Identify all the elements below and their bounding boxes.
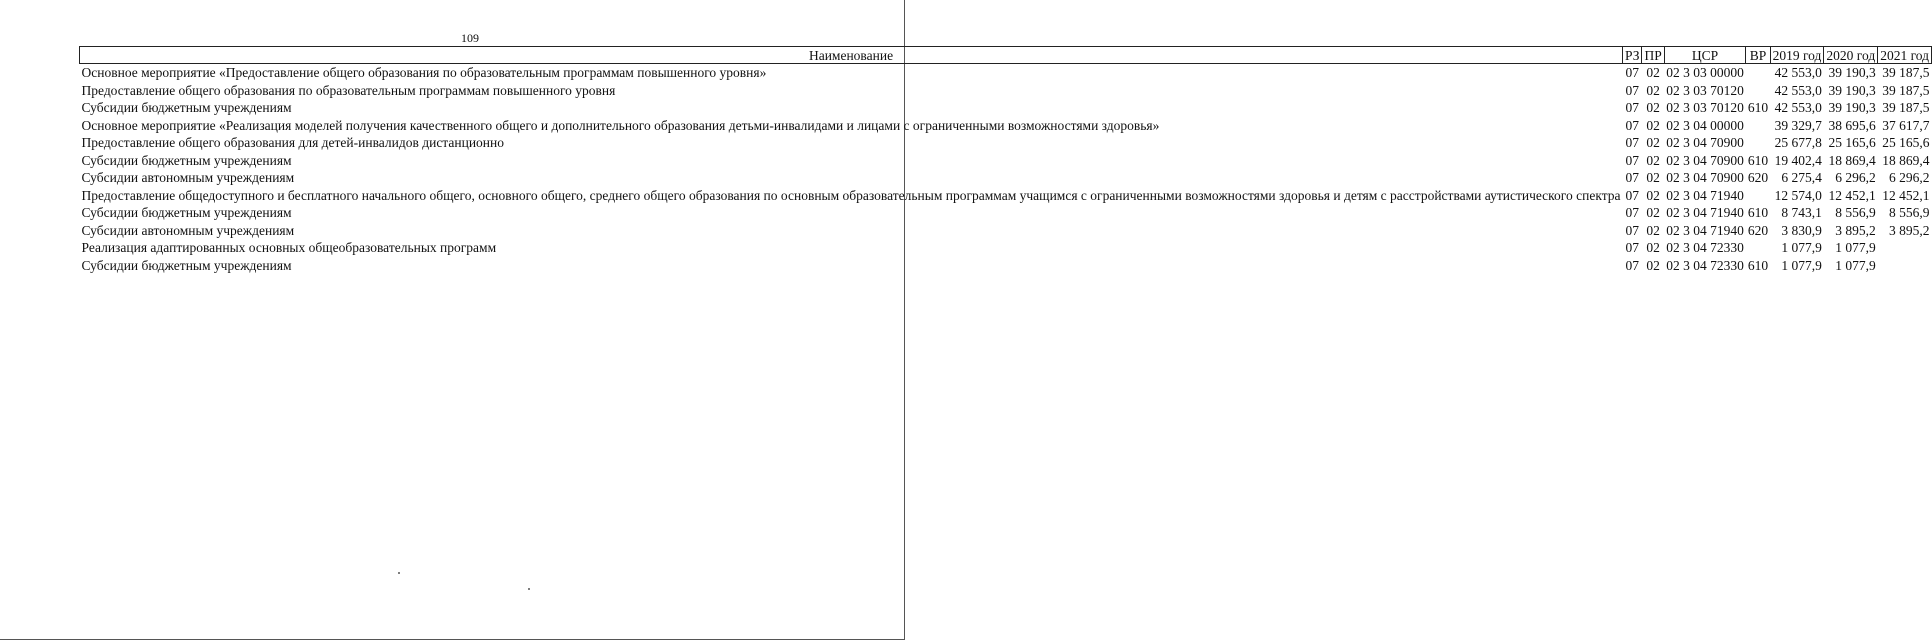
cell-rz: 07 — [1625, 65, 1639, 80]
cell-y2019: 25 677,8 — [1774, 135, 1822, 150]
cell-csr: 02 3 03 70120 — [1666, 100, 1744, 115]
cell-y2021: 37 617,7 — [1882, 117, 1930, 133]
cell-pr: 02 — [1646, 222, 1660, 238]
cell-pr: 02 — [1646, 240, 1660, 255]
table-row — [80, 222, 1932, 240]
scan-speck — [398, 572, 400, 574]
page-number: 109 — [461, 31, 479, 45]
cell-csr: 02 3 04 70900 — [1666, 170, 1744, 185]
table-row — [80, 117, 1932, 135]
cell-csr: 02 3 04 72330 — [1666, 257, 1744, 273]
cell-vr: 610 — [1747, 257, 1769, 273]
cell-vr — [1746, 82, 1770, 100]
budget-table — [79, 46, 1932, 274]
cell-y2019: 42 553,0 — [1774, 65, 1822, 80]
cell-pr: 02 — [1646, 100, 1660, 115]
cell-csr: 02 3 04 71940 — [1666, 205, 1744, 220]
header-csr: ЦСР — [1664, 47, 1746, 64]
header-2021: 2021 год — [1878, 47, 1932, 64]
cell-csr: 02 3 03 70120 — [1666, 82, 1744, 98]
cell-y2021: 18 869,4 — [1882, 152, 1930, 168]
cell-vr — [1746, 117, 1770, 135]
cell-rz: 07 — [1625, 152, 1639, 168]
cell-csr: 02 3 04 00000 — [1666, 117, 1744, 133]
table-row — [80, 134, 1932, 152]
cell-y2021 — [1878, 239, 1932, 257]
cell-vr: 610 — [1747, 152, 1769, 168]
cell-y2021: 39 187,5 — [1882, 100, 1930, 115]
cell-pr: 02 — [1646, 152, 1660, 168]
cell-y2021: 12 452,1 — [1882, 187, 1930, 203]
cell-pr: 02 — [1646, 187, 1660, 203]
table-row — [80, 99, 1932, 117]
cell-vr — [1746, 187, 1770, 205]
cell-y2021 — [1878, 257, 1932, 275]
cell-name: Субсидии бюджетным учреждениям — [81, 205, 292, 220]
cell-vr — [1746, 239, 1770, 257]
cell-y2020: 39 190,3 — [1828, 65, 1876, 80]
cell-pr: 02 — [1646, 117, 1660, 133]
cell-name: Субсидии бюджетным учреждениям — [81, 152, 292, 168]
cell-csr: 02 3 04 70900 — [1666, 135, 1744, 150]
cell-y2019: 8 743,1 — [1781, 205, 1822, 220]
cell-y2020: 39 190,3 — [1828, 82, 1876, 98]
header-vr: ВР — [1746, 47, 1770, 64]
cell-csr: 02 3 04 71940 — [1666, 222, 1744, 238]
cell-y2019: 12 574,0 — [1774, 187, 1822, 203]
header-pr: ПР — [1642, 47, 1664, 64]
cell-y2019: 19 402,4 — [1774, 152, 1822, 168]
cell-y2020: 25 165,6 — [1828, 135, 1876, 150]
cell-y2021: 6 296,2 — [1889, 170, 1930, 185]
table-row — [80, 169, 1932, 187]
cell-rz: 07 — [1625, 82, 1639, 98]
cell-y2021: 25 165,6 — [1882, 135, 1930, 150]
cell-csr: 02 3 04 72330 — [1666, 240, 1744, 255]
cell-pr: 02 — [1646, 170, 1660, 185]
cell-rz: 07 — [1625, 240, 1639, 255]
cell-y2021: 39 187,5 — [1882, 65, 1930, 80]
header-name: Наименование — [80, 47, 1623, 64]
scan-speck — [528, 588, 530, 590]
cell-y2019: 42 553,0 — [1774, 100, 1822, 115]
cell-pr: 02 — [1646, 135, 1660, 150]
cell-rz: 07 — [1625, 187, 1639, 203]
table-body — [80, 64, 1932, 275]
cell-y2020: 1 077,9 — [1835, 240, 1876, 255]
cell-y2020: 1 077,9 — [1835, 257, 1876, 273]
cell-vr — [1746, 64, 1770, 82]
cell-vr: 620 — [1747, 222, 1769, 238]
cell-rz: 07 — [1625, 170, 1639, 185]
cell-rz: 07 — [1625, 222, 1639, 238]
cell-y2019: 1 077,9 — [1781, 240, 1822, 255]
table-row — [80, 64, 1932, 82]
cell-name: Реализация адаптированных основных общеобразовательных программ — [81, 240, 497, 255]
cell-vr: 620 — [1747, 170, 1769, 185]
table-row — [80, 152, 1932, 170]
cell-csr: 02 3 03 00000 — [1666, 65, 1744, 80]
cell-pr: 02 — [1646, 205, 1660, 220]
cell-y2021: 39 187,5 — [1882, 82, 1930, 98]
cell-name: Субсидии бюджетным учреждениям — [81, 100, 292, 115]
cell-name: Предоставление общедоступного и бесплатного начального общего, основного общего, среднего общего образования по основным образовательным программам учащимся с ограниченными возможностями здоровья и детям с расстройствами аутистического спектра — [81, 187, 1621, 203]
cell-y2019: 39 329,7 — [1774, 117, 1822, 133]
header-rz: РЗ — [1623, 47, 1642, 64]
cell-vr: 610 — [1747, 205, 1769, 220]
cell-y2020: 8 556,9 — [1835, 205, 1876, 220]
cell-name: Субсидии автономным учреждениям — [81, 222, 295, 238]
cell-y2019: 3 830,9 — [1781, 222, 1822, 238]
table-row — [80, 204, 1932, 222]
cell-rz: 07 — [1625, 135, 1639, 150]
cell-name: Основное мероприятие «Реализация моделей получения качественного общего и дополнительного образования детьми-инвалидами и лицами с ограниченными возможностями здоровья» — [81, 117, 1160, 133]
cell-y2019: 42 553,0 — [1774, 82, 1822, 98]
cell-y2020: 18 869,4 — [1828, 152, 1876, 168]
cell-csr: 02 3 04 71940 — [1666, 187, 1744, 203]
cell-csr: 02 3 04 70900 — [1666, 152, 1744, 168]
table-header-row — [80, 47, 1932, 64]
cell-y2020: 3 895,2 — [1835, 222, 1876, 238]
cell-vr — [1746, 134, 1770, 152]
table-row — [80, 239, 1932, 257]
cell-rz: 07 — [1625, 117, 1639, 133]
cell-name: Основное мероприятие «Предоставление общего образования по образовательным программам повышенного уровня» — [81, 65, 767, 80]
cell-vr: 610 — [1747, 100, 1769, 115]
cell-y2020: 39 190,3 — [1828, 100, 1876, 115]
cell-y2020: 12 452,1 — [1828, 187, 1876, 203]
cell-name: Предоставление общего образования для детей-инвалидов дистанционно — [81, 135, 504, 150]
table-row — [80, 82, 1932, 100]
cell-y2020: 38 695,6 — [1828, 117, 1876, 133]
table-row — [80, 257, 1932, 275]
cell-y2020: 6 296,2 — [1835, 170, 1876, 185]
cell-pr: 02 — [1646, 82, 1660, 98]
table-row — [80, 187, 1932, 205]
cell-rz: 07 — [1625, 205, 1639, 220]
cell-pr: 02 — [1646, 65, 1660, 80]
cell-name: Предоставление общего образования по образовательным программам повышенного уровня — [81, 82, 616, 98]
cell-rz: 07 — [1625, 257, 1639, 273]
cell-name: Субсидии бюджетным учреждениям — [81, 257, 292, 273]
cell-name: Субсидии автономным учреждениям — [81, 170, 295, 185]
header-2019: 2019 год — [1770, 47, 1824, 64]
header-2020: 2020 год — [1824, 47, 1878, 64]
cell-rz: 07 — [1625, 100, 1639, 115]
cell-y2019: 6 275,4 — [1781, 170, 1822, 185]
cell-y2019: 1 077,9 — [1781, 257, 1822, 273]
cell-y2021: 3 895,2 — [1889, 222, 1930, 238]
cell-y2021: 8 556,9 — [1889, 205, 1930, 220]
cell-pr: 02 — [1646, 257, 1660, 273]
